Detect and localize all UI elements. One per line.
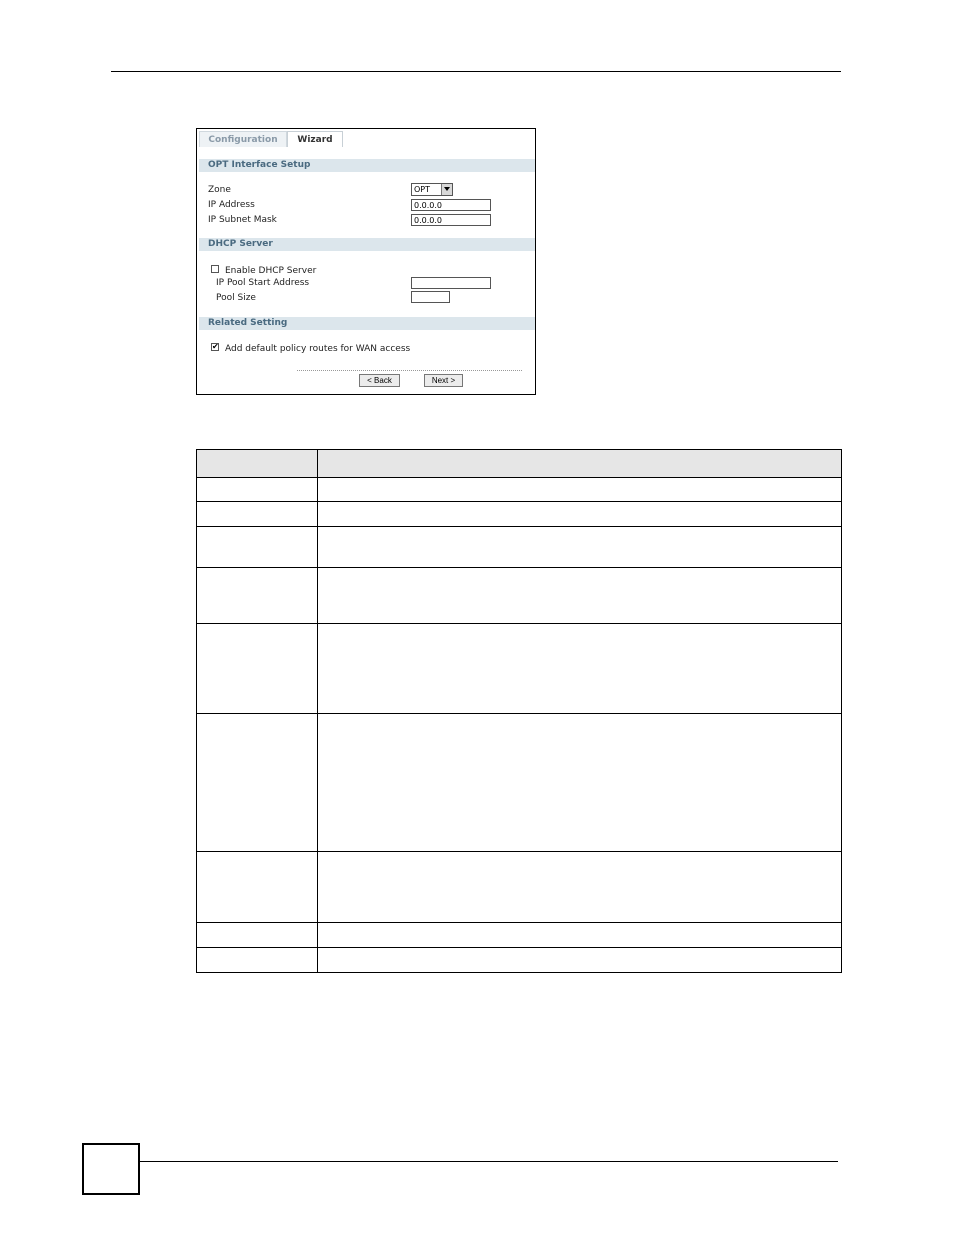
table-cell [317, 527, 841, 568]
policy-routes-label: Add default policy routes for WAN access [225, 344, 411, 354]
table-row [197, 478, 842, 502]
page-number-box [82, 1143, 140, 1195]
back-button[interactable]: < Back [359, 374, 400, 387]
button-divider [297, 370, 522, 371]
table-cell [197, 624, 318, 714]
table-cell [317, 852, 841, 923]
field-description-table [196, 449, 842, 973]
table-cell [317, 478, 841, 502]
policy-routes-checkbox[interactable] [211, 343, 219, 351]
table-row [197, 852, 842, 923]
table-row [197, 568, 842, 624]
table-cell [197, 527, 318, 568]
table-row [197, 948, 842, 973]
related-section-header: Related Setting [199, 317, 535, 330]
table-cell [197, 923, 318, 948]
zone-select[interactable] [411, 183, 453, 196]
table-cell [317, 948, 841, 973]
next-button[interactable]: Next > [424, 374, 463, 387]
table-cell [317, 923, 841, 948]
pool-size-label: Pool Size [216, 293, 256, 303]
table-cell [197, 568, 318, 624]
table-cell [197, 478, 318, 502]
pool-size-input[interactable] [411, 291, 450, 303]
table-header-cell [197, 450, 318, 478]
zone-label: Zone [208, 185, 231, 195]
enable-dhcp-checkbox[interactable] [211, 265, 219, 273]
table-cell [317, 714, 841, 852]
enable-dhcp-label: Enable DHCP Server [225, 266, 317, 276]
pool-start-input[interactable] [411, 277, 491, 289]
dhcp-section-header: DHCP Server [199, 238, 535, 251]
table-cell [317, 624, 841, 714]
tab-wizard[interactable]: Wizard [287, 131, 343, 147]
table-row [197, 527, 842, 568]
wizard-screenshot [196, 128, 536, 395]
table-row [197, 714, 842, 852]
header-rule [111, 71, 841, 72]
checkmark-icon: ✔ [212, 342, 219, 351]
table-cell [197, 714, 318, 852]
ip-address-input[interactable] [411, 199, 491, 211]
ip-address-label: IP Address [208, 200, 255, 210]
table-row [197, 624, 842, 714]
table-header-row [197, 450, 842, 478]
table-cell [317, 502, 841, 527]
chevron-down-icon [441, 184, 452, 195]
table-row [197, 923, 842, 948]
pool-start-label: IP Pool Start Address [216, 278, 310, 288]
opt-section-header: OPT Interface Setup [199, 159, 535, 172]
tab-configuration[interactable]: Configuration [199, 131, 287, 147]
zone-select-value: OPT [414, 185, 431, 194]
table-cell [197, 502, 318, 527]
table-cell [317, 568, 841, 624]
subnet-mask-label: IP Subnet Mask [208, 215, 277, 225]
footer-rule [140, 1161, 838, 1162]
subnet-mask-input[interactable] [411, 214, 491, 226]
table-header-cell [317, 450, 841, 478]
table-cell [197, 948, 318, 973]
table-row [197, 502, 842, 527]
table-cell [197, 852, 318, 923]
